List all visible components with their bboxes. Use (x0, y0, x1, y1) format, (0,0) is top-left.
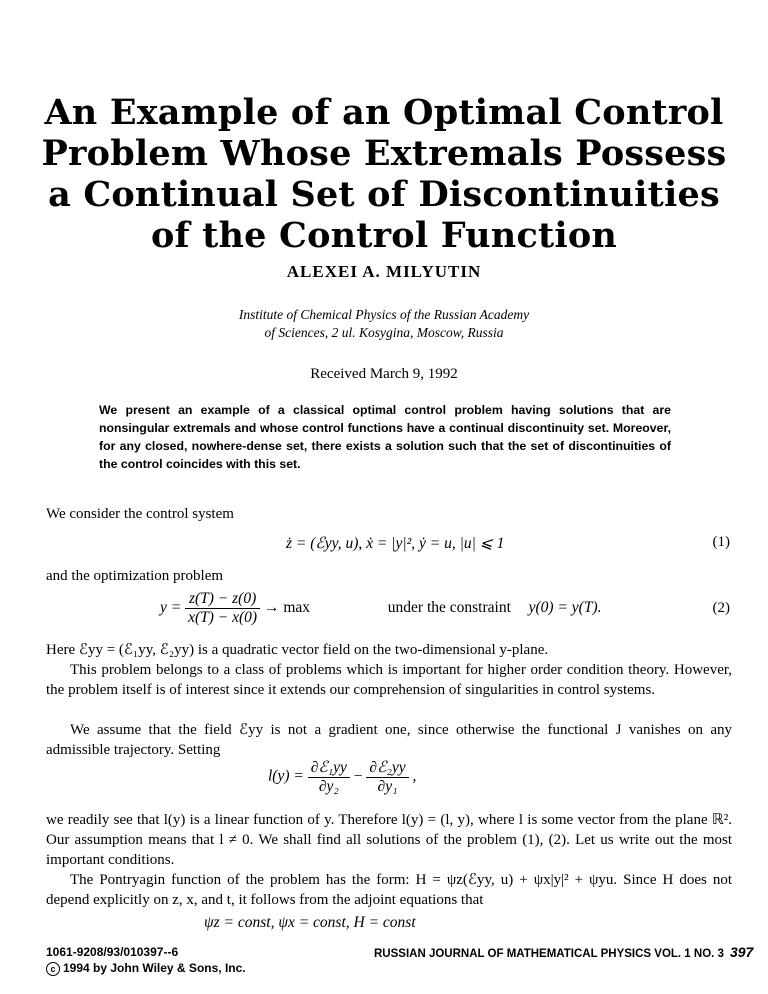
affiliation-line: of Sciences, 2 ul. Kosygina, Moscow, Russia (264, 325, 504, 340)
eq2-lhs: y = (160, 599, 182, 617)
title-line: of the Control Function (150, 215, 618, 256)
equation-number: (2) (712, 600, 730, 616)
denominator: ∂y₂ (318, 778, 339, 795)
eq2-rhs: → max (263, 599, 311, 617)
equation-2 (160, 590, 602, 627)
copyright-icon: c (46, 962, 60, 976)
author-name: ALEXEI A. MILYUTIN (286, 262, 482, 281)
equation-number: (1) (712, 534, 730, 550)
paragraph: We assume that the field ℰyy is not a gradient one, since otherwise the functional J vanishes on any admissible trajectory. Setting (46, 722, 732, 758)
denominator: ∂y₁ (377, 778, 398, 795)
title-line: An Example of an Optimal Control (44, 92, 724, 133)
fraction (308, 758, 350, 796)
abstract: We present an example of a classical optimal control problem having solutions that are nonsingular extremals and whose control functions have a continual discontinuity set. Moreover, for any closed, nowhere-dense set, there exists a solution such that the set of discontinuities of the control coincides with this set. (99, 403, 671, 471)
constraint-text: under the constraint (387, 599, 511, 617)
minus-sign: − (353, 767, 363, 785)
paragraph: Here ℰyy = (ℰ₁yy, ℰ₂yy) is a quadratic vector field on the two-dimensional y-plane. (46, 642, 549, 658)
numerator: ∂ℰ₁yy (308, 758, 350, 778)
numerator: ∂ℰ₂yy (366, 758, 408, 778)
affiliation-line: Institute of Chemical Physics of the Russian Academy (238, 307, 530, 322)
paragraph: The Pontryagin function of the problem has the form: H = ψz(ℰyy, u) + ψx|y|² + ψyu. Since H does not depend explicitly on z, x, and t, it follows from the adjoint equations that (46, 872, 732, 908)
numerator: z(T) − z(0) (185, 590, 260, 609)
paragraph: and the optimization problem (46, 568, 224, 584)
affiliation (0, 306, 768, 342)
received-date: Received March 9, 1992 (310, 366, 458, 382)
equation-4: ψz = const, ψx = const, H = const (204, 914, 416, 931)
paragraph: We consider the control system (46, 506, 234, 522)
denominator: x(T) − x(0) (188, 609, 258, 626)
copyright-text: 1994 by John Wiley & Sons, Inc. (63, 961, 246, 975)
equation-3 (268, 758, 416, 796)
eq3-lhs: l(y) = (268, 767, 304, 785)
issn: 1061-9208/93/010397--6 (46, 945, 179, 959)
equation-1: ż = (ℰyy, u), ẋ = |y|², ẏ = u, |u| ⩽ 1 (286, 535, 505, 552)
fraction (185, 590, 260, 627)
paragraph: This problem belongs to a class of problems which is important for higher order condition theory. However, the problem itself is of interest since it extends our comprehension of singularities in control systems. (46, 662, 732, 698)
journal-name: RUSSIAN JOURNAL OF MATHEMATICAL PHYSICS VOL. 1 NO. 3 (374, 948, 724, 960)
fraction (366, 758, 408, 796)
constraint: y(0) = y(T). (528, 599, 602, 617)
page-number: 397 (729, 944, 754, 960)
title-line: a Continual Set of Discontinuities (48, 174, 720, 215)
paper-title (0, 92, 768, 256)
title-line: Problem Whose Extremals Possess (41, 133, 727, 174)
footer-left (46, 944, 246, 976)
comma: , (412, 767, 417, 785)
copyright-line (46, 960, 246, 976)
footer-right (374, 944, 753, 960)
paragraph: we readily see that l(y) is a linear function of y. Therefore l(y) = (l, y), where l is some vector from the plane ℝ². Our assumption means that l ≠ 0. We shall find all solutions of the problem (1), (2). Let us write out the most important conditions. (46, 812, 732, 868)
